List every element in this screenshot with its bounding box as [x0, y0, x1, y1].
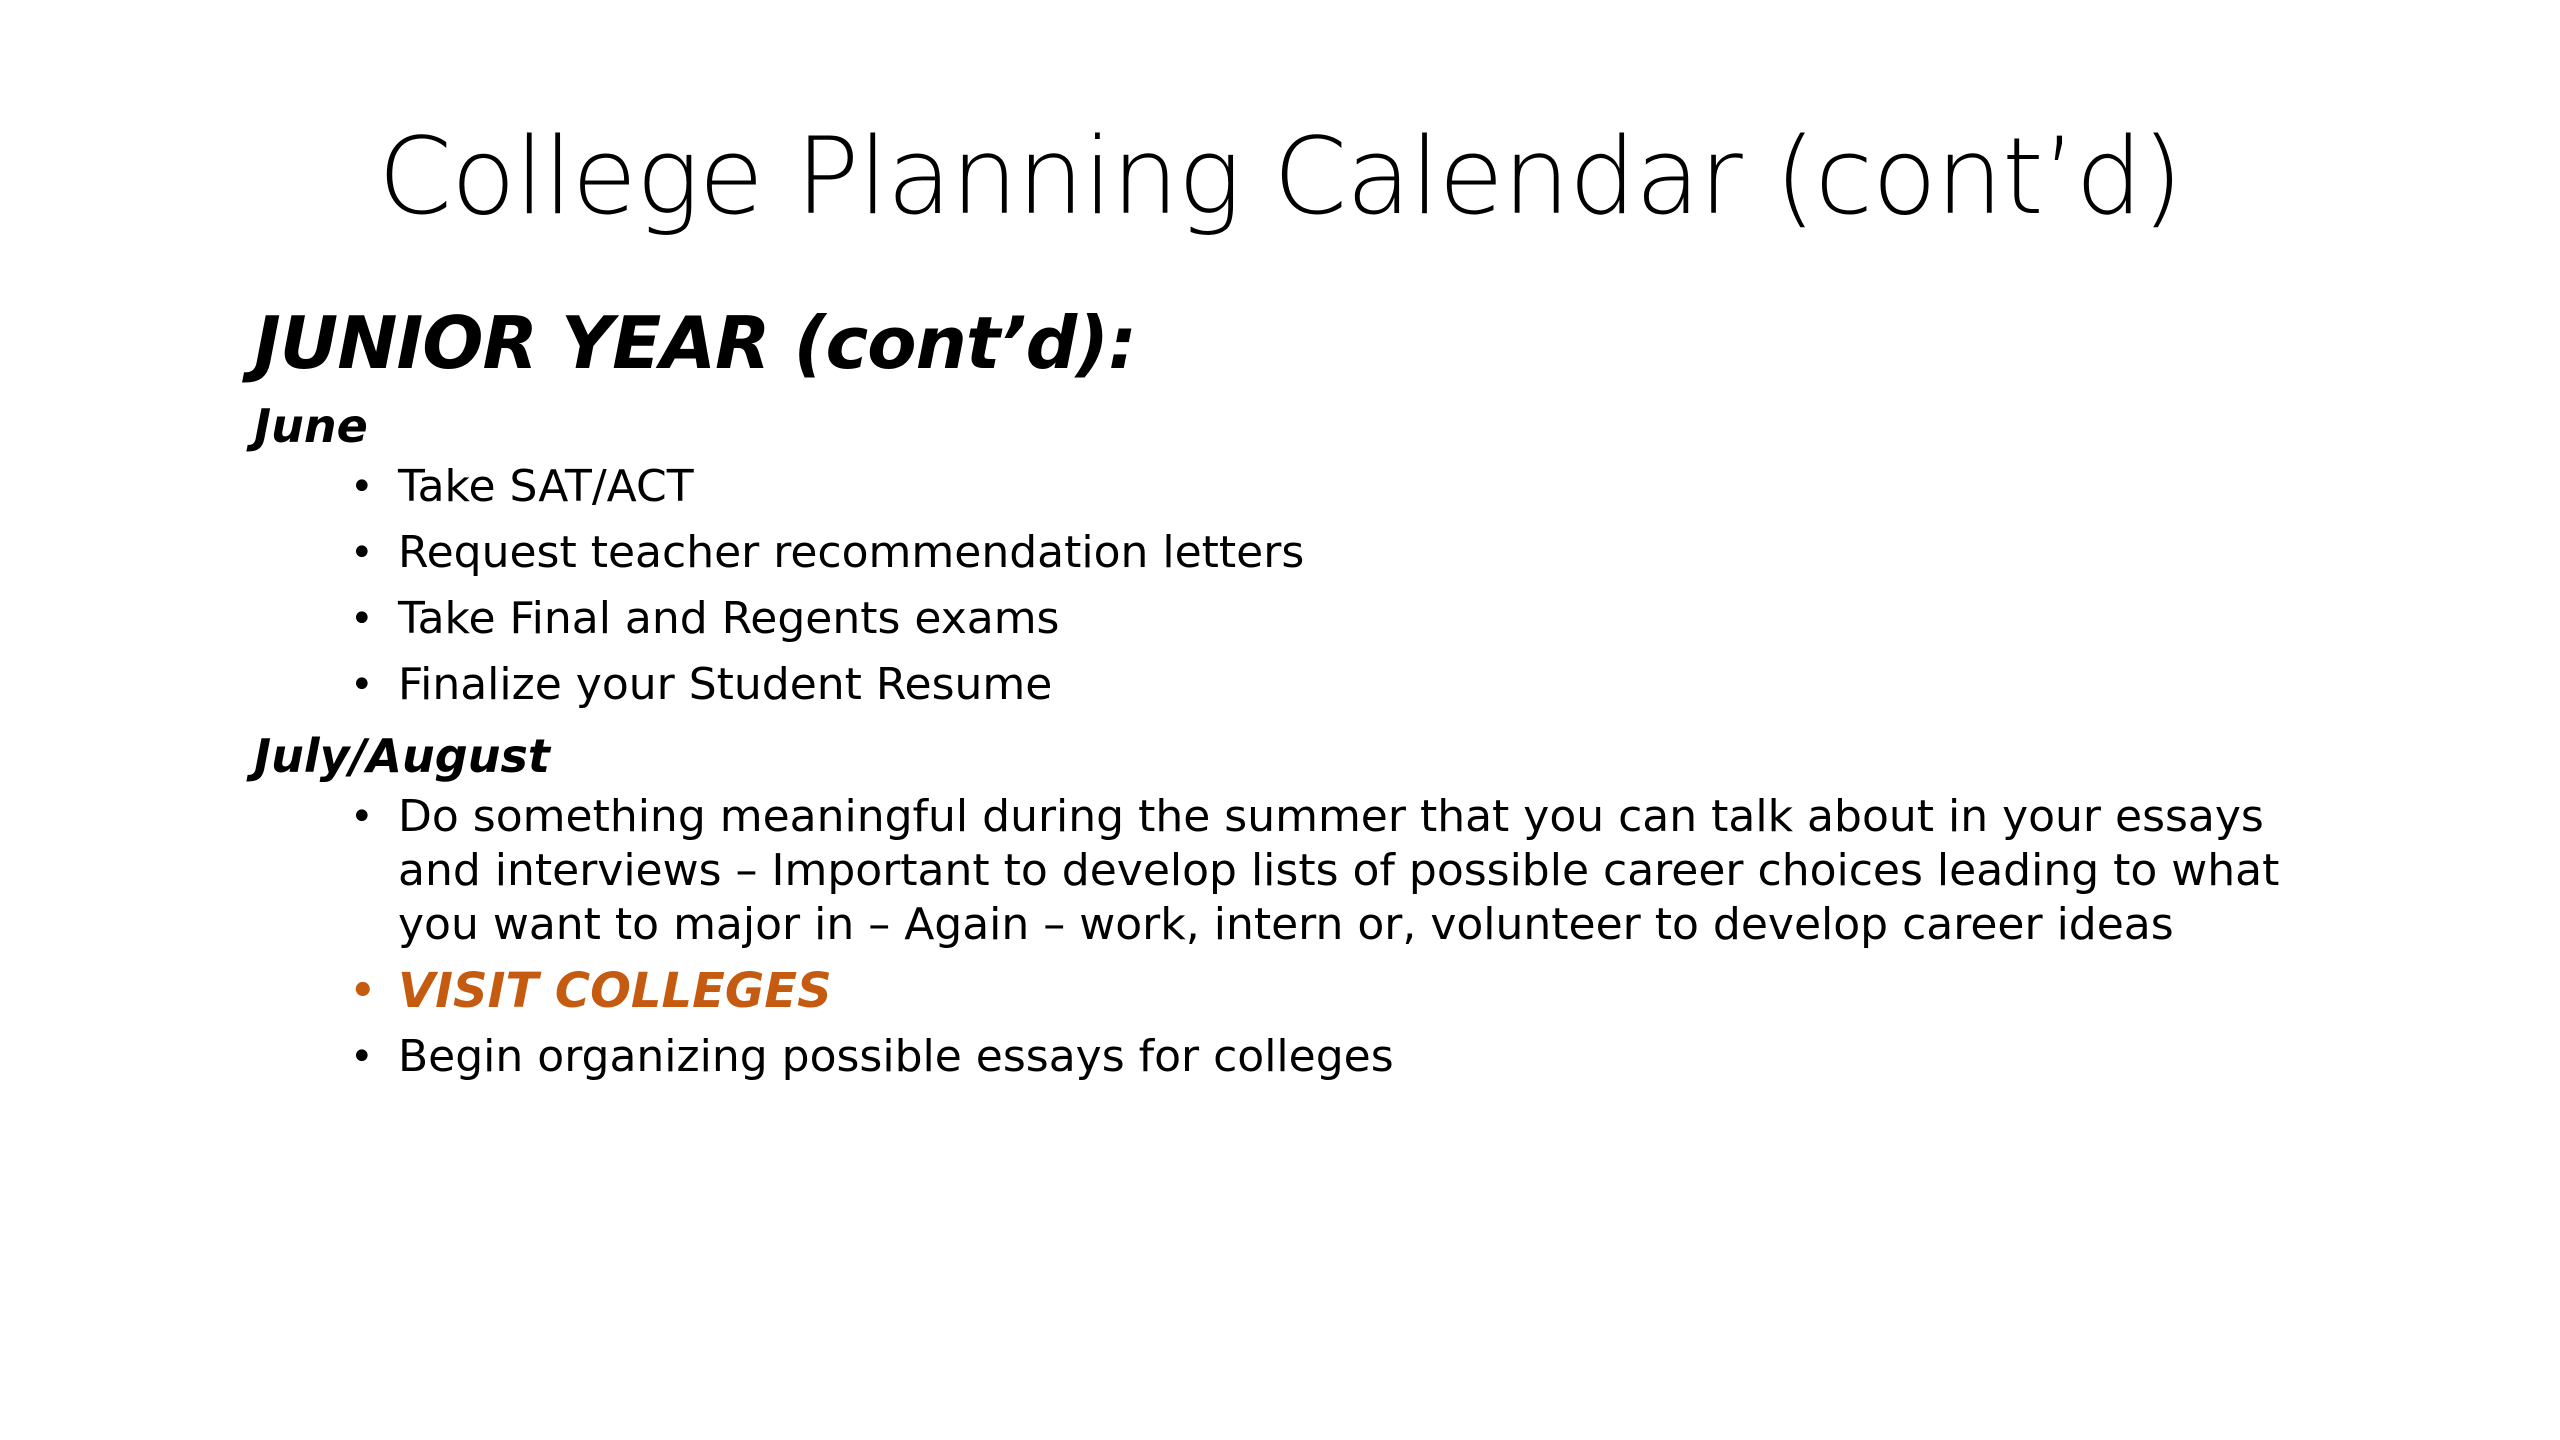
- month-block-june: [254, 396, 2354, 712]
- bullet-list: [254, 790, 2354, 1084]
- list-item: [350, 1030, 2354, 1084]
- slide-content: [254, 300, 2354, 1098]
- month-block-july-august: [254, 726, 2354, 1084]
- list-item-highlight: [350, 964, 2354, 1018]
- bullet-dot-icon: •: [350, 662, 374, 708]
- month-heading: July/August: [254, 729, 550, 783]
- list-item-text: Do something meaningful during the summer that you can talk about in your essays and interviews – Important to develop lists of possible career choices leading to what you want to major in – Again – work, intern or, volunteer to develop career ideas: [398, 791, 2280, 950]
- list-item-text: Begin organizing possible essays for colleges: [398, 1031, 1394, 1082]
- list-item-text: Request teacher recommendation letters: [398, 527, 1305, 578]
- list-item-text: Take Final and Regents exams: [398, 593, 1060, 644]
- list-item: [350, 460, 2354, 514]
- list-item: [350, 526, 2354, 580]
- bullet-dot-icon: •: [350, 464, 374, 510]
- section-heading: JUNIOR YEAR (cont’d):: [254, 301, 1136, 385]
- bullet-dot-icon: •: [350, 596, 374, 642]
- list-item: [350, 658, 2354, 712]
- bullet-list: [254, 460, 2354, 712]
- bullet-dot-icon: •: [350, 1034, 374, 1080]
- bullet-dot-icon: •: [350, 968, 376, 1014]
- list-item-text: VISIT COLLEGES: [398, 963, 832, 1019]
- list-item-text: Take SAT/ACT: [398, 461, 694, 512]
- bullet-dot-icon: •: [350, 794, 374, 840]
- bullet-dot-icon: •: [350, 530, 374, 576]
- list-item-text: Finalize your Student Resume: [398, 659, 1053, 710]
- slide-title: College Planning Calendar (cont’d): [377, 115, 2183, 238]
- list-item: [350, 790, 2354, 952]
- month-heading: June: [254, 399, 368, 453]
- list-item: [350, 592, 2354, 646]
